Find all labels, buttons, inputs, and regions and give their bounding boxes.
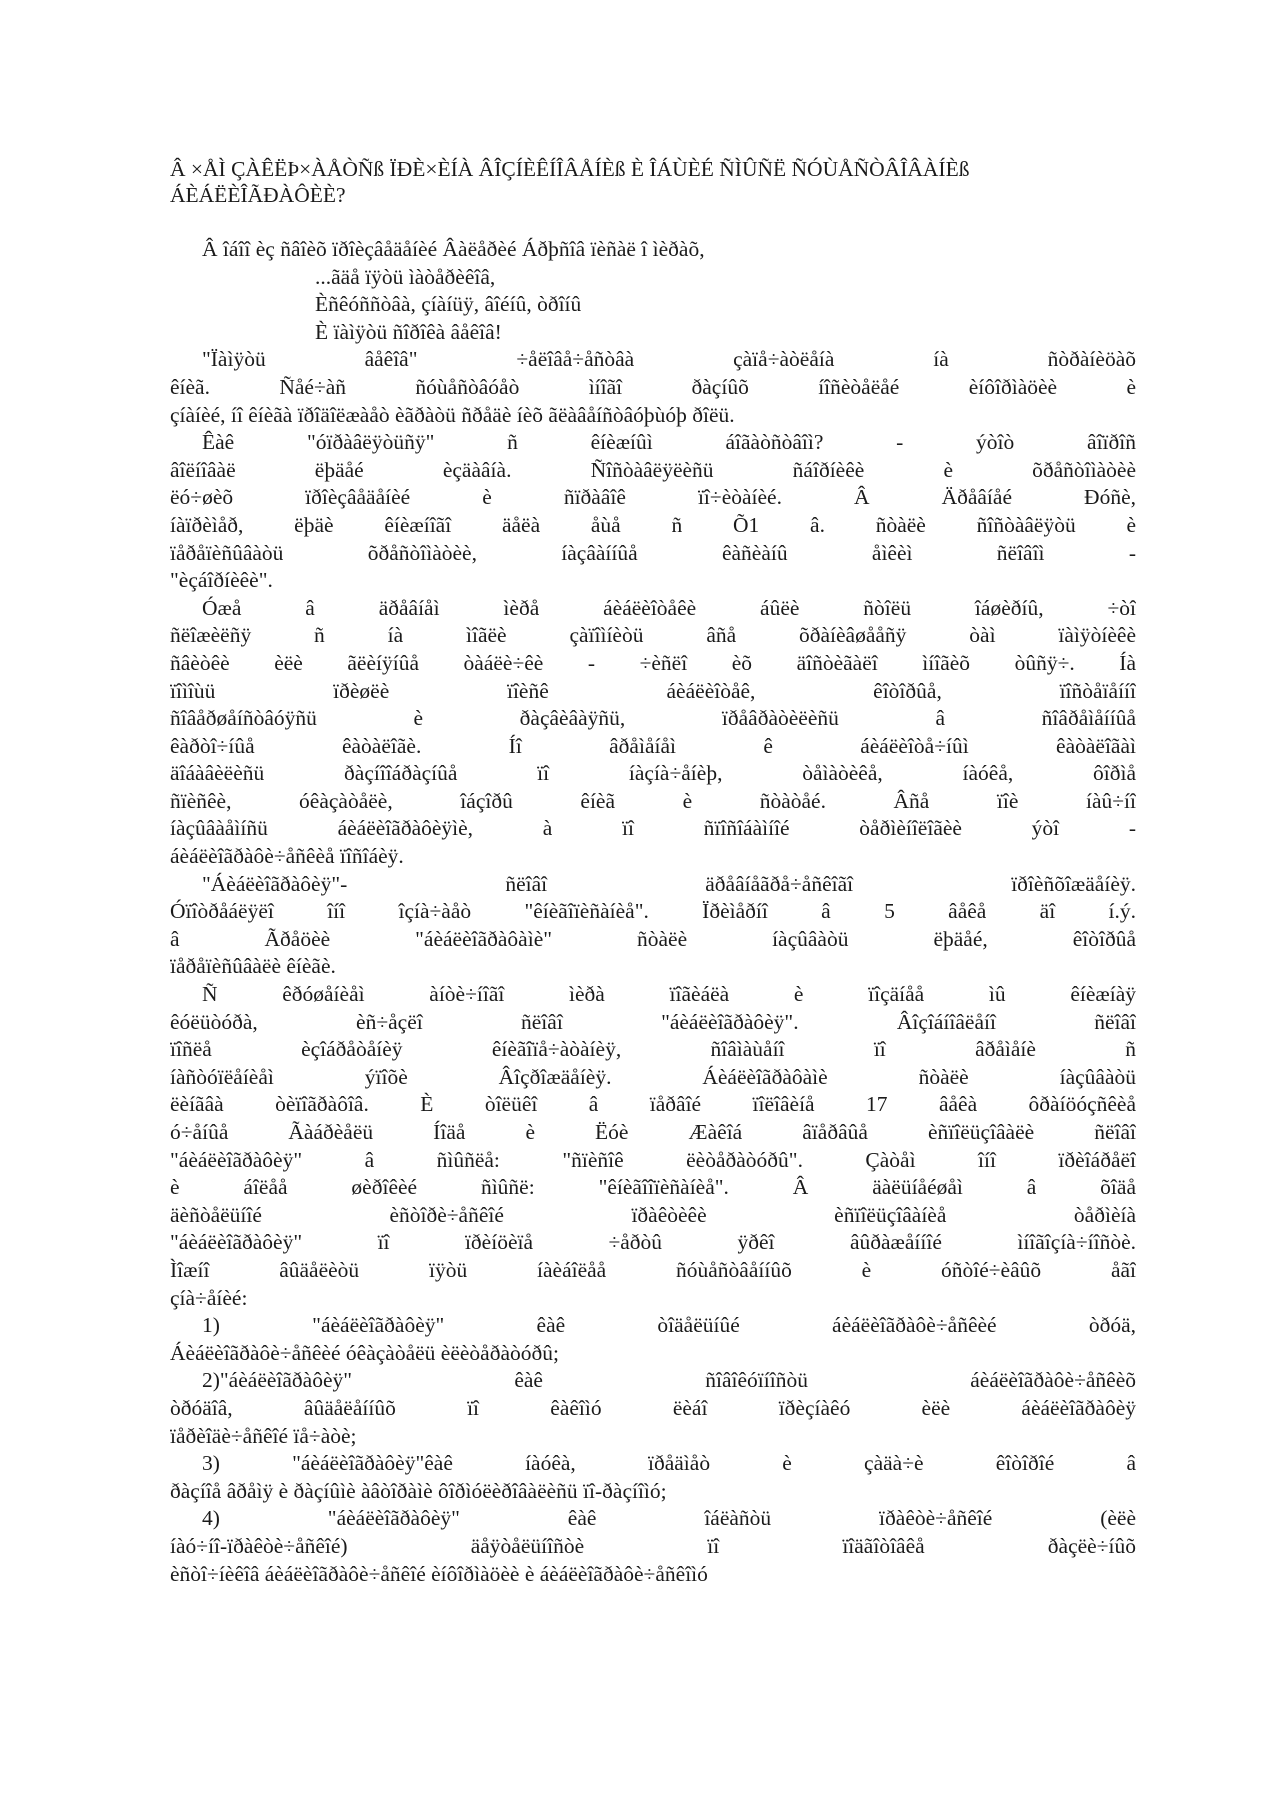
poem-line: ...ãäå ïÿòü ìàòåðèêîâ, [315,264,496,289]
epigraph-intro-line: Â îáîî èç ñâîèõ ïðîèçâåäåíèé Âàëåðèé Áðþñîâ ïèñàë î ìèðàõ, [202,237,705,261]
paragraph-line: Óæå â äðåâíåì ìèðå áèáëèîòåêè áûëè ñòîëü îáøèðíû, ÷òî [202,595,1136,620]
paragraph-line: ñëîæèëñÿ ñ íà ìîãëè çàïîìíèòü âñå õðàíèâøååñÿ òàì ïàìÿòíèêè [170,623,1136,648]
epigraph [170,236,1136,346]
paragraph [170,1505,1136,1588]
poem-line: Èñêóññòâà, çíàíüÿ, âîéíû, òðîíû [315,292,582,317]
paragraph-line: 4) "áèáëèîãðàôèÿ" êàê îáëàñòü ïðàêòè÷åñêîé (èëè [202,1506,1136,1531]
paragraph-line: "áèáëèîãðàôèÿ" ïî ïðèíöèïå ÷åðòû ÿðêî âûðàæåííîé ìíîãîçíà÷íîñòè. [170,1230,1136,1255]
paragraph-line: íàïðèìåð, ëþäè êíèæíîãî äåëà åùå ñ Õ1 â. ñòàëè ñîñòàâëÿòü è [170,512,1136,537]
paragraph-line: ñîâåðøåíñòâóÿñü è ðàçâèâàÿñü, ïðåâðàòèëèñü â ñîâðåìåííûå [170,706,1136,731]
paragraph-line: ïîñëå èçîáðåòåíèÿ êíèãîïå÷àòàíèÿ, ñîâìàùåíî ïî âðåìåíè ñ [170,1037,1136,1062]
paragraph-line: äèñòåëüíîé èñòîðè÷åñêîé ïðàêòèêè èñïîëüçîâàíèå òåðìèíà [170,1202,1136,1227]
paragraph [170,981,1136,1312]
paragraph-line: ëó÷øèõ ïðîèçâåäåíèé è ñïðàâîê ïî÷èòàíèé. Â Äðåâíåé Ðóñè, [170,485,1136,510]
paragraph-line: â Ãðåöèè "áèáëèîãðàôàìè" ñòàëè íàçûâàòü ëþäåé, êîòîðûå [170,926,1136,951]
paragraph-line: ïåðåïèñûâàòü õðåñòîìàòèè, íàçâàííûå êàñèàíû åìêèì ñëîâîì - [170,540,1136,565]
paragraph-line: âîëíîâàë ëþäåé èçäàâíà. Ñîñòàâëÿëèñü ñáîðíèêè è õðåñòîìàòèè [170,457,1136,482]
document-title [170,156,1136,208]
paragraph-line: 2)"áèáëèîãðàôèÿ" êàê ñîâîêóïíîñòü áèáëèîãðàôè÷åñêèõ [202,1368,1136,1393]
paragraph-line: ñâèòêè èëè ãëèíÿíûå òàáëè÷êè - ÷èñëî èõ äîñòèãàëî ìíîãèõ òûñÿ÷. Íà [170,650,1136,675]
paragraph-line: Ñ êðóøåíèåì àíòè÷íîãî ìèðà ïîãèáëà è ïîçäíåå ìû êíèæíàÿ [202,982,1136,1007]
paragraph [170,1367,1136,1450]
paragraph-line: "Áèáëèîãðàôèÿ"- ñëîâî äðåâíåãðå÷åñêîãî ïðîèñõîæäåíèÿ. [202,871,1136,896]
paragraph-line: èñòî÷íèêîâ áèáëèîãðàôè÷åñêîé èíôîðìàöèè è áèáëèîãðàôè÷åñêîìó [170,1561,708,1586]
paragraph-line: äîáàâèëèñü ðàçíîîáðàçíûå ïî íàçíà÷åíèþ, òåìàòèêå, íàóêå, ôîðìå [170,761,1136,786]
body-paragraphs [170,346,1136,1588]
paragraph-line: Ìîæíî âûäåëèòü ïÿòü íàèáîëåå ñóùåñòâåííûõ è óñòîé÷èâûõ åãî [170,1257,1136,1282]
paragraph [170,1450,1136,1505]
paragraph-line: íàñòóïëåíèåì ýïîõè Âîçðîæäåíèÿ. Áèáëèîãðàôàìè ñòàëè íàçûâàòü [170,1064,1136,1089]
paragraph-line: çíàíèé, íî êíèãà ïðîäîëæàåò èãðàòü ñðåäè íèõ ãëàâåíñòâóþùóþ ðîëü. [170,402,735,427]
paragraph [170,595,1136,871]
paragraph [170,1312,1136,1367]
paragraph-line: çíà÷åíèé: [170,1285,248,1310]
paragraph-line: ïîìîùü ïðèøëè ïîèñê áèáëèîòåê, êîòîðûå, ïîñòåïåííî [170,678,1136,703]
paragraph-line: íàó÷íî-ïðàêòè÷åñêîé) äåÿòåëüíîñòè ïî ïîäãîòîâêå ðàçëè÷íûõ [170,1533,1136,1558]
paragraph-line: áèáëèîãðàôè÷åñêèå ïîñîáèÿ. [170,844,404,869]
paragraph-line: ðàçíîå âðåìÿ è ðàçíûìè àâòîðàìè ôîðìóëèðîâàëèñü ïî-ðàçíîìó; [170,1478,667,1503]
paragraph-line: òðóäîâ, âûäåëåííûõ ïî êàêîìó ëèáî ïðèçíàêó èëè áèáëèîãðàôèÿ [170,1395,1136,1420]
paragraph-line: "èçáîðíèêè". [170,568,273,593]
paragraph-line: ïåðèîäè÷åñêîé ïå÷àòè; [170,1423,357,1448]
title-line: Â ×ÅÌ ÇÀÊËÞ×ÀÅÒÑß ÏÐÈ×ÈÍÀ ÂÎÇÍÈÊÍÎÂÅÍÈß È ÎÁÙÈÉ ÑÌÛÑË ÑÓÙÅÑÒÂÎÂÀÍÈß [170,157,970,181]
title-line: ÁÈÁËÈÎÃÐÀÔÈÈ? [170,183,346,207]
paragraph-line: ñïèñêè, óêàçàòåëè, îáçîðû êíèã è ñòàòåé. Âñå ïîè íàû÷íî [170,788,1136,813]
paragraph-line: ëèíãâà òèïîãðàôîâ. È òîëüêî â ïåðâîé ïîëîâèíå 17 âåêà ôðàíöóçñêèå [170,1092,1136,1117]
paragraph-line: Êàê "óïðàâëÿòüñÿ" ñ êíèæíûì áîãàòñòâîì? - ýòîò âîïðîñ [202,430,1136,455]
paragraph-line: êóëüòóðà, èñ÷åçëî ñëîâî "áèáëèîãðàôèÿ". Âîçîáíîâëåíî ñëîâî [170,1009,1136,1034]
paragraph-line: Óïîòðåáëÿëî îíî îçíà÷àåò "êíèãîïèñàíèå". Ïðèìåðíî â 5 âåêå äî í.ý. [170,899,1136,924]
document-body [170,156,1136,1588]
paragraph-line: êíèã. Ñåé÷àñ ñóùåñòâóåò ìíîãî ðàçíûõ íîñèòåëåé èíôîðìàöèè è [170,374,1136,399]
paragraph-line: 3) "áèáëèîãðàôèÿ"êàê íàóêà, ïðåäìåò è çàäà÷è êîòîðîé â [202,1451,1136,1476]
paragraph-line: è áîëåå øèðîêèé ñìûñë: "êíèãîîïèñàíèå". Â äàëüíåéøåì â õîäå [170,1175,1136,1200]
paragraph-line: ó÷åíûå Ãàáðèåëü Íîäå è Ëóè Æàêîá âïåðâûå èñïîëüçîâàëè ñëîâî [170,1120,1136,1144]
paragraph [170,429,1136,595]
paragraph-line: êàðòî÷íûå êàòàëîãè. Íî âðåìåíåì ê áèáëèîòå÷íûì êàòàëîãàì [170,733,1136,758]
paragraph-line: íàçûâàåìíñü áèáëèîãðàôèÿìè, à ïî ñïîñîáàìíîé òåðìèíîëîãèè ýòî - [170,816,1136,841]
paragraph-line: 1) "áèáëèîãðàôèÿ" êàê òîäåëüíûé áèáëèîãðàôè÷åñêèé òðóä, [202,1313,1136,1338]
paragraph [170,871,1136,981]
paragraph-line: Áèáëèîãðàôè÷åñêèé óêàçàòåëü èëèòåðàòóðû; [170,1340,559,1365]
poem-line: È ïàìÿòü ñîðîêà âåêîâ! [315,319,502,344]
paragraph [170,346,1136,429]
paragraph-line: "Ïàìÿòü âåêîâ" ÷åëîâå÷åñòâà çàïå÷àòëåíà íà ñòðàíèöàõ [202,347,1136,372]
paragraph-line: ïåðåïèñûâàëè êíèãè. [170,954,336,979]
paragraph-line: "áèáëèîãðàôèÿ" â ñìûñëå: "ñïèñîê ëèòåðàòóðû". Çàòåì îíî ïðèîáðåëî [170,1147,1136,1172]
